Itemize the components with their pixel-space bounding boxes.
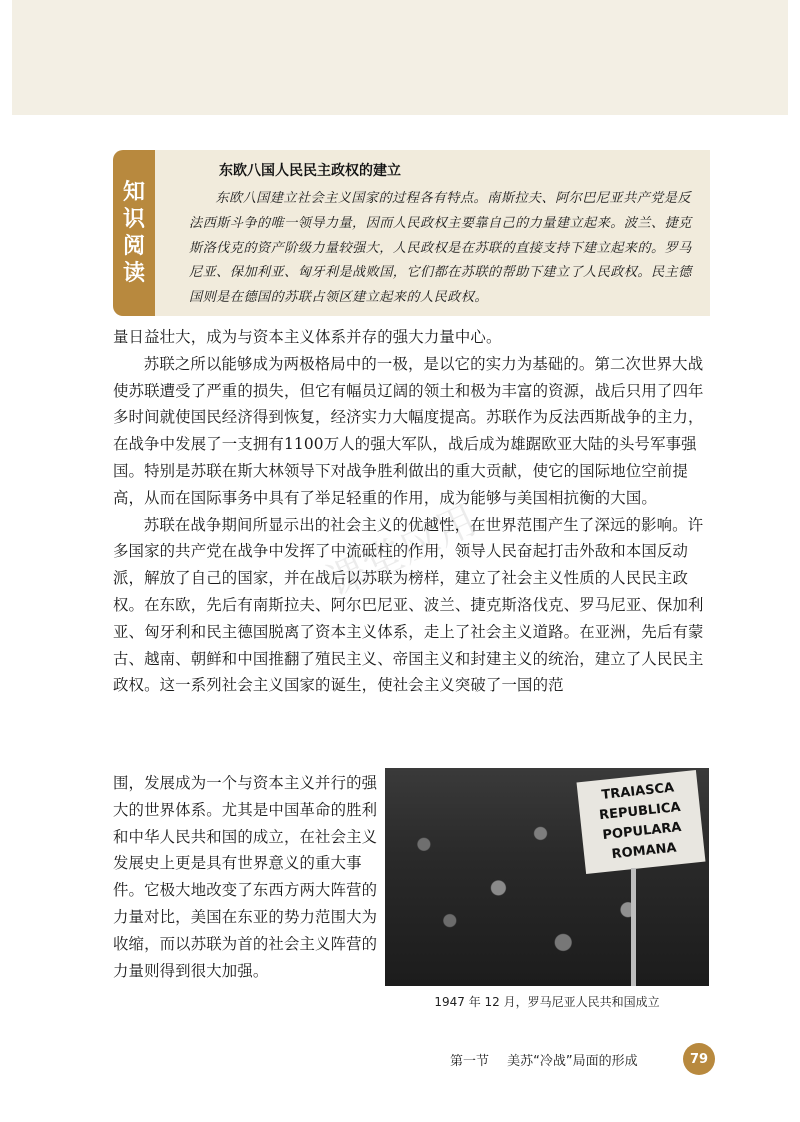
header-band (12, 0, 788, 115)
paragraph-continued: 围，发展成为一个与资本主义并行的强大的世界体系。尤其是中国革命的胜利和中华人民共和国的成立，在社会主义发展史上更是具有世界意义的重大事件。它极大地改变了东西方两大阵营的力量对比，美国在东亚的势力范围大为收缩，而以苏联为首的社会主义阵营的力量则得到很大加强。 (113, 774, 378, 980)
page-number-badge: 79 (683, 1043, 715, 1075)
paragraph: 量日益壮大，成为与资本主义体系并存的强大力量中心。 (113, 328, 502, 346)
photo-caption: 1947 年 12 月，罗马尼亚人民共和国成立 (434, 995, 660, 1009)
tab-char: 知 (122, 180, 145, 205)
sign-line: POPULARA (601, 819, 683, 844)
tab-char: 阅 (122, 234, 145, 259)
protest-sign (577, 770, 706, 874)
sign-line: TRAIASCA (600, 780, 675, 803)
paragraph: 苏联之所以能够成为两极格局中的一极，是以它的实力为基础的。第二次世界大战使苏联遭受了严重的损失，但它有幅员辽阔的领土和极为丰富的资源，战后只用了四年多时间就使国民经济得到恢复，经济实力大幅度提高。苏联作为反法西斯战争的主力，在战争中发展了一支拥有1100万人的强大军队，战后成为雄踞欧亚大陆的头号军事强国。特别是苏联在斯大林领导下对战争胜利做出的重大贡献，使它的国际地位空前提高，从而在国际事务中具有了举足轻重的作用，成为能够与美国相抗衡的大国。 (113, 354, 704, 507)
page-footer (450, 1050, 652, 1069)
watermark: 课堂应用 (319, 497, 484, 607)
tab-char: 识 (122, 207, 145, 232)
main-text (113, 324, 710, 699)
tab-char: 读 (122, 261, 145, 286)
knowledge-reading-box (155, 150, 710, 316)
sign-pole (631, 868, 636, 986)
reading-body: 东欧八国建立社会主义国家的过程各有特点。南斯拉夫、阿尔巴尼亚共产党是反法西斯斗争的唯一领导力量，因而人民政权主要靠自己的力量建立起来。波兰、捷克斯洛伐克的资产阶级力量较强大，人民政权是在苏联的直接支持下建立起来的。罗马尼亚、保加利亚、匈牙利是战败国，它们都在苏联的帮助下建立了人民政权。民主德国则是在德国的苏联占领区建立起来的人民政权。 (189, 191, 692, 306)
paragraph: 苏联在战争期间所显示出的社会主义的优越性，在世界范围产生了深远的影响。许多国家的共产党在战争中发挥了中流砥柱的作用，领导人民奋起打击外敌和本国反动派，解放了自己的国家，并在战后以苏联为榜样，建立了社会主义性质的人民民主政权。在东欧，先后有南斯拉夫、阿尔巴尼亚、波兰、捷克斯洛伐克、罗马尼亚、保加利亚、匈牙利和民主德国脱离了资本主义体系，走上了社会主义道路。在亚洲，先后有蒙古、越南、朝鲜和中国推翻了殖民主义、帝国主义和封建主义的统治，建立了人民民主政权。这一系列社会主义国家的诞生，使社会主义突破了一国的范 (113, 515, 704, 695)
sign-line: ROMANA (610, 840, 678, 863)
romania-republic-photo (385, 768, 709, 986)
footer-chapter-title: 美苏“冷战”局面的形成 (507, 1054, 638, 1069)
knowledge-reading-tab (113, 150, 155, 316)
footer-section-label: 第一节 (450, 1054, 490, 1069)
sign-line: REPUBLICA (598, 799, 682, 824)
reading-title: 东欧八国人民民主政权的建立 (219, 163, 401, 179)
